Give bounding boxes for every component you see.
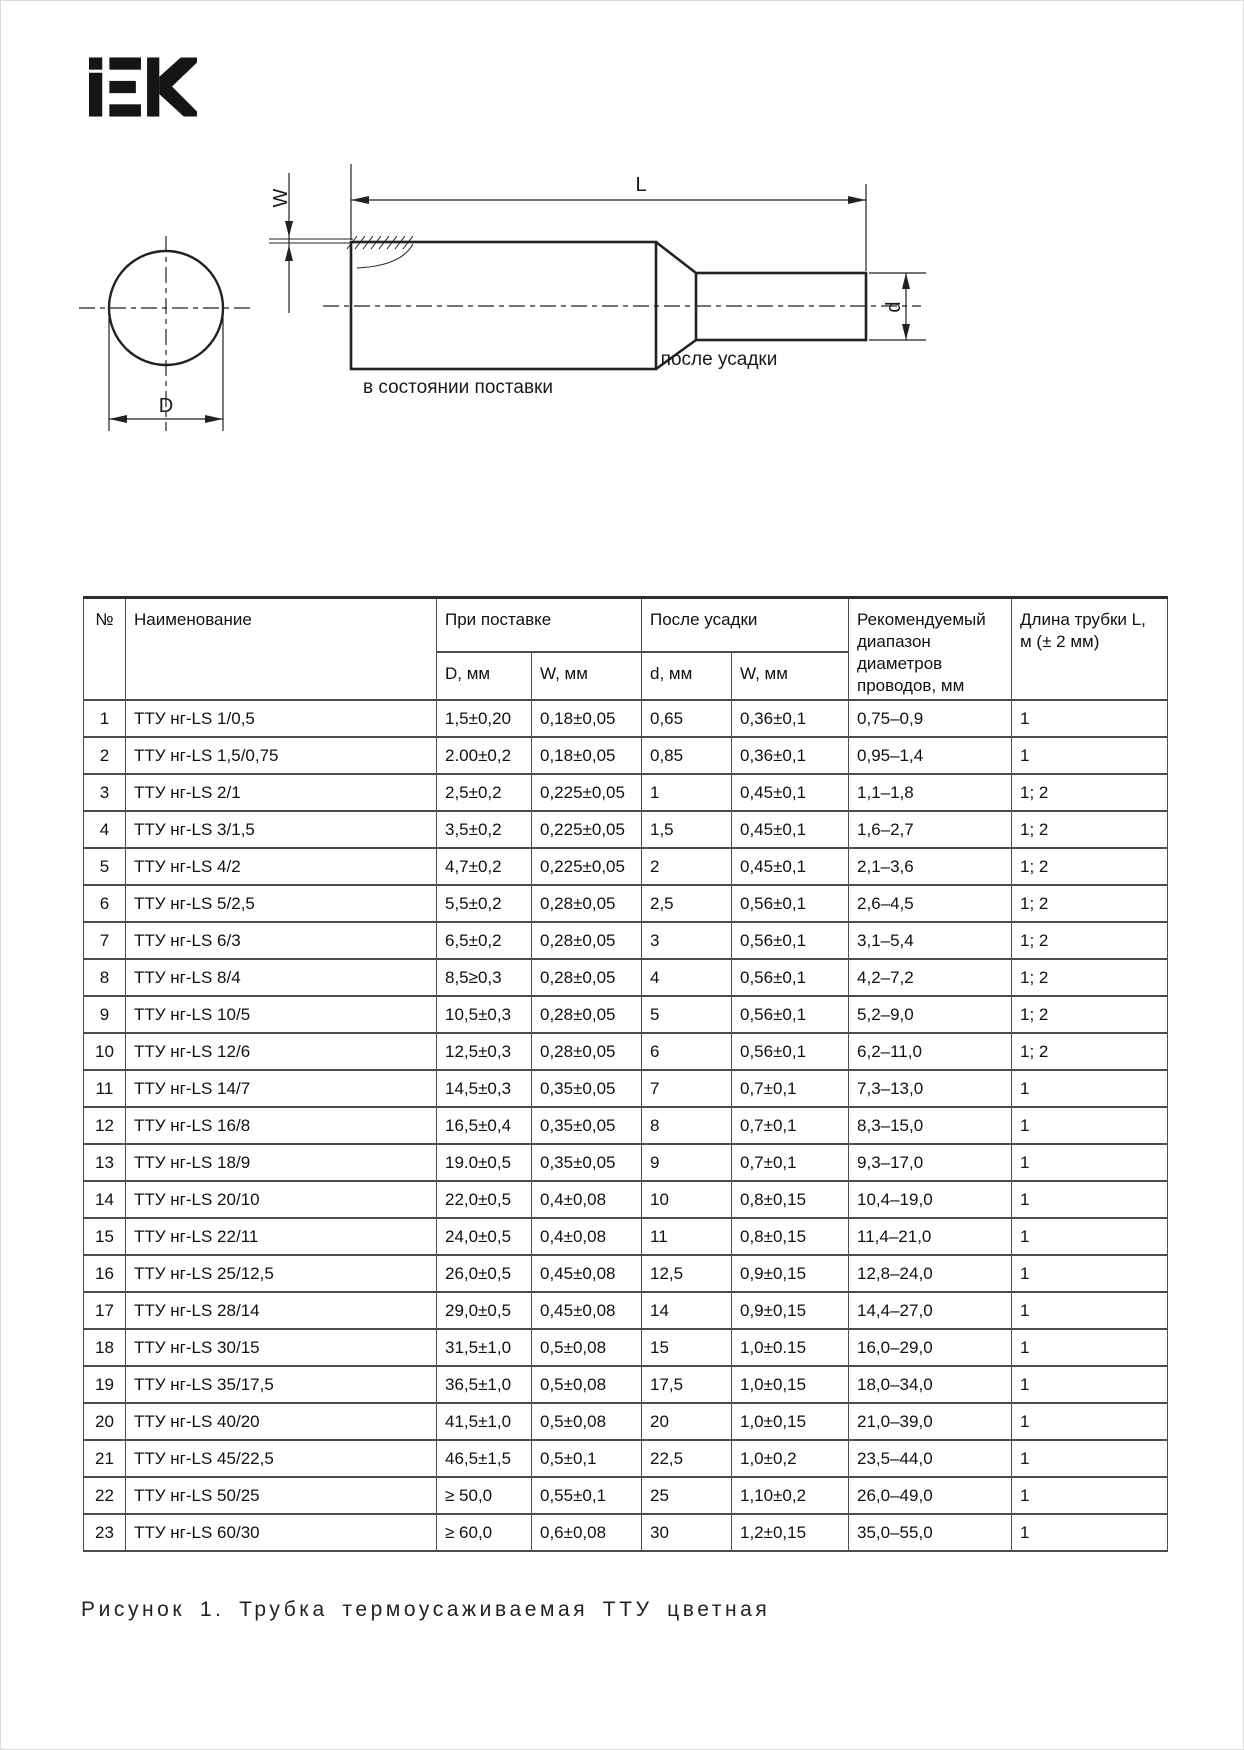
cell-W2: 0,36±0,1 [732, 700, 849, 737]
cell-name: ТТУ нг-LS 35/17,5 [126, 1366, 437, 1403]
cell-W2: 0,8±0,15 [732, 1181, 849, 1218]
table-row [84, 774, 1168, 811]
cell-W1: 0,28±0,05 [532, 1033, 642, 1070]
cell-W2: 1,0±0,15 [732, 1403, 849, 1440]
cell-d: 10 [642, 1181, 732, 1218]
cell-W1: 0,28±0,05 [532, 922, 642, 959]
cell-len: 1 [1012, 1477, 1168, 1514]
cell-W1: 0,35±0,05 [532, 1107, 642, 1144]
cell-D: 1,5±0,20 [437, 700, 532, 737]
cell-range: 2,1–3,6 [849, 848, 1012, 885]
small-d-dim-label: d [883, 301, 905, 313]
cell-d: 20 [642, 1403, 732, 1440]
cell-D: 46,5±1,5 [437, 1440, 532, 1477]
cell-range: 1,6–2,7 [849, 811, 1012, 848]
cell-W2: 0,56±0,1 [732, 959, 849, 996]
cell-len: 1; 2 [1012, 885, 1168, 922]
cell-len: 1; 2 [1012, 1033, 1168, 1070]
cell-W1: 0,18±0,05 [532, 700, 642, 737]
table-body [84, 700, 1168, 1551]
cell-len: 1 [1012, 1329, 1168, 1366]
cell-d: 6 [642, 1033, 732, 1070]
cell-d: 8 [642, 1107, 732, 1144]
cell-num: 3 [84, 774, 126, 811]
cell-num: 1 [84, 700, 126, 737]
cell-len: 1; 2 [1012, 996, 1168, 1033]
cell-num: 2 [84, 737, 126, 774]
cell-range: 0,95–1,4 [849, 737, 1012, 774]
cell-name: ТТУ нг-LS 16/8 [126, 1107, 437, 1144]
cell-d: 9 [642, 1144, 732, 1181]
table-row [84, 1477, 1168, 1514]
table-row [84, 1366, 1168, 1403]
cell-W1: 0,5±0,08 [532, 1329, 642, 1366]
table-row [84, 1403, 1168, 1440]
cell-W2: 1,0±0.15 [732, 1329, 849, 1366]
cell-num: 14 [84, 1181, 126, 1218]
cell-W2: 0,45±0,1 [732, 774, 849, 811]
cell-d: 22,5 [642, 1440, 732, 1477]
cell-W1: 0,5±0,08 [532, 1403, 642, 1440]
cell-W2: 0,36±0,1 [732, 737, 849, 774]
cell-W2: 1,0±0,2 [732, 1440, 849, 1477]
table-row [84, 1181, 1168, 1218]
cell-name: ТТУ нг-LS 40/20 [126, 1403, 437, 1440]
cell-range: 14,4–27,0 [849, 1292, 1012, 1329]
cell-W1: 0,35±0,05 [532, 1070, 642, 1107]
cell-D: 19.0±0,5 [437, 1144, 532, 1181]
cell-W1: 0,5±0,1 [532, 1440, 642, 1477]
cell-W1: 0,5±0,08 [532, 1366, 642, 1403]
cell-W2: 0,45±0,1 [732, 848, 849, 885]
cell-range: 12,8–24,0 [849, 1255, 1012, 1292]
cell-num: 10 [84, 1033, 126, 1070]
cell-name: ТТУ нг-LS 14/7 [126, 1070, 437, 1107]
table-row [84, 1070, 1168, 1107]
cell-D: 14,5±0,3 [437, 1070, 532, 1107]
cell-len: 1; 2 [1012, 848, 1168, 885]
cell-num: 16 [84, 1255, 126, 1292]
cell-range: 9,3–17,0 [849, 1144, 1012, 1181]
cell-W1: 0,225±0,05 [532, 811, 642, 848]
cell-range: 11,4–21,0 [849, 1218, 1012, 1255]
cell-len: 1 [1012, 1107, 1168, 1144]
cell-W1: 0,28±0,05 [532, 959, 642, 996]
cell-W1: 0,55±0,1 [532, 1477, 642, 1514]
cell-range: 26,0–49,0 [849, 1477, 1012, 1514]
cell-num: 23 [84, 1514, 126, 1551]
cell-len: 1 [1012, 1440, 1168, 1477]
cell-W2: 0,8±0,15 [732, 1218, 849, 1255]
cell-W1: 0,225±0,05 [532, 848, 642, 885]
cell-len: 1 [1012, 1218, 1168, 1255]
cell-d: 4 [642, 959, 732, 996]
table-row [84, 959, 1168, 996]
big-d-dim-label: D [158, 395, 174, 417]
technical-drawing [1, 153, 1244, 493]
cell-D: ≥ 50,0 [437, 1477, 532, 1514]
header-delivery-group: При поставке [437, 598, 642, 652]
header-delivery-d: D, мм [437, 652, 532, 701]
cell-num: 7 [84, 922, 126, 959]
cell-name: ТТУ нг-LS 30/15 [126, 1329, 437, 1366]
table-row [84, 1440, 1168, 1477]
cell-D: 10,5±0,3 [437, 996, 532, 1033]
cell-D: 8,5≥0,3 [437, 959, 532, 996]
cell-num: 22 [84, 1477, 126, 1514]
l-dim-label: L [635, 174, 647, 196]
iek-logo-letters [89, 57, 197, 116]
cell-D: 2,5±0,2 [437, 774, 532, 811]
cell-name: ТТУ нг-LS 1,5/0,75 [126, 737, 437, 774]
cell-W2: 0,7±0,1 [732, 1144, 849, 1181]
table-row [84, 1144, 1168, 1181]
cell-name: ТТУ нг-LS 4/2 [126, 848, 437, 885]
cell-len: 1; 2 [1012, 811, 1168, 848]
cell-name: ТТУ нг-LS 60/30 [126, 1514, 437, 1551]
cell-name: ТТУ нг-LS 18/9 [126, 1144, 437, 1181]
cell-d: 14 [642, 1292, 732, 1329]
table-row [84, 1033, 1168, 1070]
table-row [84, 1329, 1168, 1366]
table-header [84, 598, 1168, 701]
cell-W1: 0,4±0,08 [532, 1218, 642, 1255]
cell-name: ТТУ нг-LS 12/6 [126, 1033, 437, 1070]
cell-name: ТТУ нг-LS 10/5 [126, 996, 437, 1033]
cell-D: 3,5±0,2 [437, 811, 532, 848]
table-row [84, 811, 1168, 848]
cell-W2: 0,56±0,1 [732, 885, 849, 922]
cell-num: 8 [84, 959, 126, 996]
cell-num: 6 [84, 885, 126, 922]
cell-d: 12,5 [642, 1255, 732, 1292]
delivered-state-label: в состоянии поставки [363, 377, 553, 398]
cell-d: 0,65 [642, 700, 732, 737]
cell-range: 23,5–44,0 [849, 1440, 1012, 1477]
cell-range: 35,0–55,0 [849, 1514, 1012, 1551]
cell-name: ТТУ нг-LS 1/0,5 [126, 700, 437, 737]
cell-D: 41,5±1,0 [437, 1403, 532, 1440]
cell-range: 2,6–4,5 [849, 885, 1012, 922]
cell-name: ТТУ нг-LS 25/12,5 [126, 1255, 437, 1292]
cell-len: 1 [1012, 1514, 1168, 1551]
cell-D: 26,0±0,5 [437, 1255, 532, 1292]
cell-D: 22,0±0,5 [437, 1181, 532, 1218]
spec-table [83, 596, 1168, 1552]
cell-num: 11 [84, 1070, 126, 1107]
header-name: Наименование [126, 598, 437, 701]
cell-W2: 1,2±0,15 [732, 1514, 849, 1551]
cell-W1: 0,35±0,05 [532, 1144, 642, 1181]
cell-d: 11 [642, 1218, 732, 1255]
cell-name: ТТУ нг-LS 28/14 [126, 1292, 437, 1329]
cell-len: 1 [1012, 1144, 1168, 1181]
cell-num: 19 [84, 1366, 126, 1403]
cell-d: 3 [642, 922, 732, 959]
cell-range: 3,1–5,4 [849, 922, 1012, 959]
table-row [84, 996, 1168, 1033]
tube-delivered [269, 236, 656, 369]
cell-D: 12,5±0,3 [437, 1033, 532, 1070]
cell-d: 1,5 [642, 811, 732, 848]
cell-d: 0,85 [642, 737, 732, 774]
cell-name: ТТУ нг-LS 20/10 [126, 1181, 437, 1218]
table-row [84, 1292, 1168, 1329]
cell-d: 7 [642, 1070, 732, 1107]
cell-name: ТТУ нг-LS 45/22,5 [126, 1440, 437, 1477]
cell-W2: 0,7±0,1 [732, 1107, 849, 1144]
cell-name: ТТУ нг-LS 2/1 [126, 774, 437, 811]
cell-W1: 0,28±0,05 [532, 996, 642, 1033]
table-row [84, 737, 1168, 774]
cell-D: ≥ 60,0 [437, 1514, 532, 1551]
cell-range: 1,1–1,8 [849, 774, 1012, 811]
cell-range: 8,3–15,0 [849, 1107, 1012, 1144]
cell-range: 21,0–39,0 [849, 1403, 1012, 1440]
cell-W2: 0,56±0,1 [732, 996, 849, 1033]
header-wire-range: Рекомендуемый диапазон диаметров проводов, мм [849, 598, 1012, 701]
cell-num: 17 [84, 1292, 126, 1329]
cell-len: 1 [1012, 1181, 1168, 1218]
cell-W1: 0,6±0,08 [532, 1514, 642, 1551]
cell-name: ТТУ нг-LS 3/1,5 [126, 811, 437, 848]
cell-W2: 0,7±0,1 [732, 1070, 849, 1107]
iek-logo [89, 57, 197, 117]
figure-caption: Рисунок 1. Трубка термоусаживаемая ТТУ цветная [81, 1598, 771, 1621]
shrunk-state-label: после усадки [660, 349, 778, 370]
table-row [84, 1107, 1168, 1144]
table-row [84, 1514, 1168, 1551]
cell-len: 1 [1012, 1070, 1168, 1107]
cell-range: 0,75–0,9 [849, 700, 1012, 737]
cell-num: 21 [84, 1440, 126, 1477]
cell-d: 17,5 [642, 1366, 732, 1403]
cell-num: 13 [84, 1144, 126, 1181]
cell-num: 20 [84, 1403, 126, 1440]
header-after-group: После усадки [642, 598, 849, 652]
cell-name: ТТУ нг-LS 50/25 [126, 1477, 437, 1514]
cell-len: 1 [1012, 1403, 1168, 1440]
cell-D: 5,5±0,2 [437, 885, 532, 922]
table-row [84, 885, 1168, 922]
cell-W1: 0,28±0,05 [532, 885, 642, 922]
header-delivery-w: W, мм [532, 652, 642, 701]
cell-W1: 0,4±0,08 [532, 1181, 642, 1218]
cell-len: 1; 2 [1012, 774, 1168, 811]
cell-D: 31,5±1,0 [437, 1329, 532, 1366]
cell-d: 25 [642, 1477, 732, 1514]
cell-len: 1 [1012, 737, 1168, 774]
cell-range: 18,0–34,0 [849, 1366, 1012, 1403]
cell-W2: 0,9±0,15 [732, 1292, 849, 1329]
cell-range: 5,2–9,0 [849, 996, 1012, 1033]
cell-d: 2 [642, 848, 732, 885]
cell-W2: 0,56±0,1 [732, 1033, 849, 1070]
cell-D: 2.00±0,2 [437, 737, 532, 774]
cell-d: 15 [642, 1329, 732, 1366]
cell-name: ТТУ нг-LS 8/4 [126, 959, 437, 996]
cell-len: 1; 2 [1012, 959, 1168, 996]
cell-range: 4,2–7,2 [849, 959, 1012, 996]
table-row [84, 700, 1168, 737]
cell-D: 36,5±1,0 [437, 1366, 532, 1403]
table-row [84, 1255, 1168, 1292]
cell-num: 15 [84, 1218, 126, 1255]
cell-W2: 1,10±0,2 [732, 1477, 849, 1514]
cell-D: 6,5±0,2 [437, 922, 532, 959]
cell-D: 16,5±0,4 [437, 1107, 532, 1144]
cell-name: ТТУ нг-LS 22/11 [126, 1218, 437, 1255]
table-row [84, 922, 1168, 959]
cell-W1: 0,225±0,05 [532, 774, 642, 811]
cell-W1: 0,45±0,08 [532, 1292, 642, 1329]
cell-num: 5 [84, 848, 126, 885]
cell-num: 18 [84, 1329, 126, 1366]
cell-len: 1 [1012, 1255, 1168, 1292]
cell-num: 9 [84, 996, 126, 1033]
cell-num: 4 [84, 811, 126, 848]
header-after-w: W, мм [732, 652, 849, 701]
cell-name: ТТУ нг-LS 5/2,5 [126, 885, 437, 922]
cell-range: 16,0–29,0 [849, 1329, 1012, 1366]
cell-D: 24,0±0,5 [437, 1218, 532, 1255]
cell-num: 12 [84, 1107, 126, 1144]
cell-d: 5 [642, 996, 732, 1033]
w-dim-label: W [270, 188, 292, 208]
cell-range: 6,2–11,0 [849, 1033, 1012, 1070]
table-row [84, 1218, 1168, 1255]
cell-range: 7,3–13,0 [849, 1070, 1012, 1107]
header-num: № [84, 598, 126, 701]
cell-D: 29,0±0,5 [437, 1292, 532, 1329]
cell-d: 30 [642, 1514, 732, 1551]
cell-D: 4,7±0,2 [437, 848, 532, 885]
cell-W1: 0,45±0,08 [532, 1255, 642, 1292]
table-row [84, 848, 1168, 885]
header-after-d: d, мм [642, 652, 732, 701]
cell-d: 2,5 [642, 885, 732, 922]
cell-W2: 0,45±0,1 [732, 811, 849, 848]
cell-d: 1 [642, 774, 732, 811]
cell-len: 1 [1012, 1292, 1168, 1329]
cell-W2: 0,9±0,15 [732, 1255, 849, 1292]
cell-len: 1 [1012, 1366, 1168, 1403]
cell-W2: 1,0±0,15 [732, 1366, 849, 1403]
cell-len: 1 [1012, 700, 1168, 737]
cell-len: 1; 2 [1012, 922, 1168, 959]
cell-range: 10,4–19,0 [849, 1181, 1012, 1218]
cell-name: ТТУ нг-LS 6/3 [126, 922, 437, 959]
cell-W2: 0,56±0,1 [732, 922, 849, 959]
header-tube-length: Длина трубки L, м (± 2 мм) [1012, 598, 1168, 701]
cell-W1: 0,18±0,05 [532, 737, 642, 774]
